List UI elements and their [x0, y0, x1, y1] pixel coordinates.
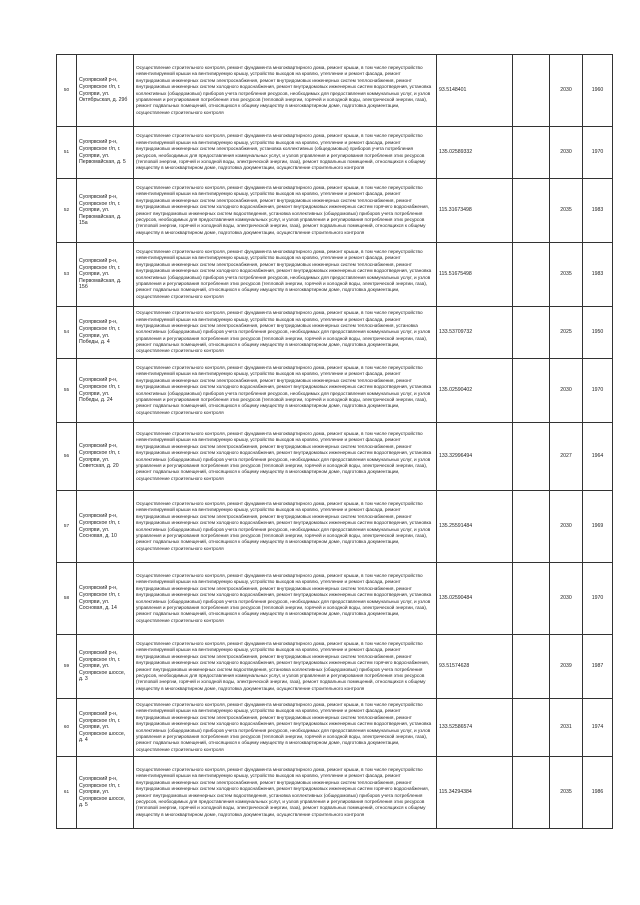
empty-cell — [513, 127, 550, 179]
planned-year-cell: 2030 — [550, 491, 583, 563]
cost-cell: 115.31673498 — [437, 179, 513, 243]
row-number: 54 — [57, 307, 77, 359]
build-year-cell: 1964 — [583, 423, 613, 491]
empty-cell — [513, 179, 550, 243]
cost-cell: 135.02590484 — [437, 563, 513, 635]
build-year-cell: 1969 — [583, 491, 613, 563]
row-number: 61 — [57, 757, 77, 829]
address-cell: Суоярвский р-н, Суоярвское г/п, г. Суоярви, ул. Победы, д. 24 — [77, 359, 134, 423]
cost-cell: 135.25591484 — [437, 491, 513, 563]
planned-year-cell: 2030 — [550, 359, 583, 423]
table-row — [57, 491, 613, 563]
works-cell: Осуществление строительного контроля, ремонт фундамента многоквартирного дома, ремонт крыши, в том числе переустройство невентилируемой крыши на вентилируемую крышу, устройство выходов на кровлю, утепление и ремонт фасада, ремонт внутридомовых инженерных систем электроснабжения, ремонт внутридомовых инженерных систем теплоснабжения, ремонт внутридомовых инженерных систем холодного водоснабжения, ремонт внутридомовых инженерных систем горячего водоснабжения, ремонт внутридомовых инженерных систем водоотведения, установка коллективных (общедомовых) приборов учета потребления ресурсов, необходимых для предоставления коммунальных услуг, и узлов управления и регулирования потребления этих ресурсов (тепловой энергии, горячей и холодной воды, электрической энергии, газа), ремонт подвальных помещений, относящихся к общему имуществу в многоквартирном доме, подготовка документации, осуществление строительного контроля — [134, 757, 437, 829]
cost-cell: 133.53709732 — [437, 307, 513, 359]
build-year-cell: 1970 — [583, 127, 613, 179]
table-row — [57, 635, 613, 699]
empty-cell — [513, 359, 550, 423]
table-row — [57, 179, 613, 243]
works-cell: Осуществление строительного контроля, ремонт фундамента многоквартирного дома, ремонт крыши, в том числе переустройство невентилируемой крыши на вентилируемую крышу, устройство выходов на кровлю, утепление и ремонт фасада, ремонт внутридомовых инженерных систем электроснабжения, ремонт внутридомовых инженерных систем теплоснабжения, установка коллективных (общедомовых) приборов учета потребления ресурсов, необходимых для предоставления коммунальных услуг, и узлов управления и регулирования потребления этих ресурсов (тепловой энергии, горячей и холодной воды, электрической энергии, газа), ремонт подвальных помещений, относящихся к общему имуществу в многоквартирном доме, подготовка документации, осуществление строительного контроля — [134, 307, 437, 359]
address-cell: Суоярвский р-н, Суоярвское г/п, г. Суоярви, ул. Первомайская, д. 15а — [77, 179, 134, 243]
build-year-cell: 1970 — [583, 563, 613, 635]
planned-year-cell: 2030 — [550, 127, 583, 179]
planned-year-cell: 2030 — [550, 563, 583, 635]
works-cell: Осуществление строительного контроля, ремонт фундамента многоквартирного дома, ремонт крыши, в том числе переустройство невентилируемой крыши на вентилируемую крышу, устройство выходов на кровлю, утепление и ремонт фасада, ремонт внутридомовых инженерных систем электроснабжения, ремонт внутридомовых инженерных систем теплоснабжения, ремонт внутридомовых инженерных систем холодного водоснабжения, ремонт внутридомовых инженерных систем горячего водоснабжения, ремонт внутридомовых инженерных систем водоотведения, установка коллективных (общедомовых) приборов учета потребления ресурсов, необходимых для предоставления коммунальных услуг, и узлов управления и регулирования потребления этих ресурсов (тепловой энергии, горячей и холодной воды, электрической энергии, газа), ремонт подвальных помещений, относящихся к общему имуществу в многоквартирном доме, подготовка документации, осуществление строительного контроля — [134, 179, 437, 243]
planned-year-cell: 2035 — [550, 179, 583, 243]
planned-year-cell: 2035 — [550, 243, 583, 307]
empty-cell — [513, 699, 550, 757]
row-number: 56 — [57, 423, 77, 491]
build-year-cell: 1974 — [583, 699, 613, 757]
address-cell: Суоярвский р-н, Суоярвское г/п, г. Суоярви, ул. Первомайская, д. 5 — [77, 127, 134, 179]
empty-cell — [513, 757, 550, 829]
row-number: 59 — [57, 635, 77, 699]
works-cell: Осуществление строительного контроля, ремонт фундамента многоквартирного дома, ремонт крыши, в том числе переустройство невентилируемой крыши на вентилируемую крышу, устройство выходов на кровлю, утепление и ремонт фасада, ремонт внутридомовых инженерных систем электроснабжения, ремонт внутридомовых инженерных систем теплоснабжения, ремонт внутридомовых инженерных систем холодного водоснабжения, ремонт внутридомовых инженерных систем водоотведения, установка коллективных (общедомовых) приборов учета потребления ресурсов, необходимых для предоставления коммунальных услуг, и узлов управления и регулирования потребления этих ресурсов (тепловой энергии, горячей и холодной воды, электрической энергии, газа), ремонт подвальных помещений, относящихся к общему имуществу в многоквартирном доме, подготовка документации, осуществление строительного контроля — [134, 491, 437, 563]
works-cell: Осуществление строительного контроля, ремонт фундамента многоквартирного дома, ремонт крыши, в том числе переустройство невентилируемой крыши на вентилируемую крышу, устройство выходов на кровлю, утепление и ремонт фасада, ремонт внутридомовых инженерных систем электроснабжения, ремонт внутридомовых инженерных систем теплоснабжения, ремонт внутридомовых инженерных систем холодного водоснабжения, ремонт внутридомовых инженерных систем водоотведения, установка коллективных (общедомовых) приборов учета потребления ресурсов, необходимых для предоставления коммунальных услуг, и узлов управления и регулирования потребления этих ресурсов (тепловой энергии, горячей и холодной воды, электрической энергии, газа), ремонт подвальных помещений, относящихся к общему имуществу в многоквартирном доме, подготовка документации, осуществление строительного контроля — [134, 563, 437, 635]
empty-cell — [513, 423, 550, 491]
planned-year-cell: 2027 — [550, 423, 583, 491]
table-row — [57, 423, 613, 491]
address-cell: Суоярвский р-н, Суоярвское г/п, г. Суоярви, ул. Советская, д. 20 — [77, 423, 134, 491]
cost-cell: 115.51675498 — [437, 243, 513, 307]
address-cell: Суоярвский р-н, Суоярвское г/п, г. Суоярви, ул. Суоярвское шоссе, д. 4 — [77, 699, 134, 757]
row-number: 58 — [57, 563, 77, 635]
cost-cell: 93.5148401 — [437, 55, 513, 127]
works-cell: Осуществление строительного контроля, ремонт фундамента многоквартирного дома, ремонт крыши, в том числе переустройство невентилируемой крыши на вентилируемую крышу, устройство выходов на кровлю, утепление и ремонт фасада, ремонт внутридомовых инженерных систем электроснабжения, ремонт внутридомовых инженерных систем теплоснабжения, ремонт внутридомовых инженерных систем холодного водоснабжения, ремонт внутридомовых инженерных систем водоотведения, установка коллективных (общедомовых) приборов учета потребления ресурсов, необходимых для предоставления коммунальных услуг, и узлов управления и регулирования потребления этих ресурсов (тепловой энергии, горячей и холодной воды, электрической энергии, газа), ремонт подвальных помещений, относящихся к общему имуществу в многоквартирном доме, подготовка документации, осуществление строительного контроля — [134, 243, 437, 307]
empty-cell — [513, 243, 550, 307]
planned-year-cell: 2039 — [550, 635, 583, 699]
address-cell: Суоярвский р-н, Суоярвское г/п, г. Суоярви, ул. Первомайская, д. 15б — [77, 243, 134, 307]
address-cell: Суоярвский р-н, Суоярвское г/п, г. Суоярви, ул. Сосновая, д. 10 — [77, 491, 134, 563]
row-number: 55 — [57, 359, 77, 423]
empty-cell — [513, 491, 550, 563]
address-cell: Суоярвский р-н, Суоярвское г/п, г. Суоярви, ул. Сосновая, д. 14 — [77, 563, 134, 635]
works-cell: Осуществление строительного контроля, ремонт фундамента многоквартирного дома, ремонт крыши, в том числе переустройство невентилируемой крыши на вентилируемую крышу, устройство выходов на кровлю, утепление и ремонт фасада, ремонт внутридомовых инженерных систем электроснабжения, установка коллективных (общедомовых) приборов учета потребления ресурсов, необходимых для предоставления коммунальных услуг, и узлов управления и регулирования потребления этих ресурсов (тепловой энергии, горячей и холодной воды, электрической энергии, газа), ремонт подвальных помещений, относящихся к общему имуществу в многоквартирном доме, подготовка документации, осуществление строительного контроля — [134, 127, 437, 179]
row-number: 52 — [57, 179, 77, 243]
build-year-cell: 1983 — [583, 179, 613, 243]
row-number: 51 — [57, 127, 77, 179]
build-year-cell: 1986 — [583, 757, 613, 829]
planned-year-cell: 2035 — [550, 757, 583, 829]
works-cell: Осуществление строительного контроля, ремонт фундамента многоквартирного дома, ремонт крыши, в том числе переустройство невентилируемой крыши на вентилируемую крышу, устройство выходов на кровлю, утепление и ремонт фасада, ремонт внутридомовых инженерных систем электроснабжения, ремонт внутридомовых инженерных систем теплоснабжения, ремонт внутридомовых инженерных систем холодного водоснабжения, ремонт внутридомовых инженерных систем водоотведения, установка коллективных (общедомовых) приборов учета потребления ресурсов, необходимых для предоставления коммунальных услуг, и узлов управления и регулирования потребления этих ресурсов (тепловой энергии, горячей и холодной воды, электрической энергии, газа), ремонт подвальных помещений, относящихся к общему имуществу в многоквартирном доме, подготовка документации, осуществление строительного контроля — [134, 423, 437, 491]
empty-cell — [513, 635, 550, 699]
empty-cell — [513, 55, 550, 127]
table-row — [57, 307, 613, 359]
address-cell: Суоярвский р-н, Суоярвское г/п, г. Суоярви, ул. Октябрьская, д. 29б — [77, 55, 134, 127]
build-year-cell: 1983 — [583, 243, 613, 307]
works-cell: Осуществление строительного контроля, ремонт фундамента многоквартирного дома, ремонт крыши, в том числе переустройство невентилируемой крыши на вентилируемую крышу, устройство выходов на кровлю, утепление и ремонт фасада, ремонт внутридомовых инженерных систем электроснабжения, ремонт внутридомовых инженерных систем теплоснабжения, ремонт внутридомовых инженерных систем холодного водоснабжения, ремонт внутридомовых инженерных систем водоотведения, установка коллективных (общедомовых) приборов учета потребления ресурсов, необходимых для предоставления коммунальных услуг, и узлов управления и регулирования потребления этих ресурсов (тепловой энергии, горячей и холодной воды, электрической энергии, газа), ремонт подвальных помещений, относящихся к общему имуществу в многоквартирном доме, подготовка документации, осуществление строительного контроля — [134, 55, 437, 127]
empty-cell — [513, 307, 550, 359]
cost-cell: 135.02590402 — [437, 359, 513, 423]
repair-program-table — [56, 54, 613, 829]
address-cell: Суоярвский р-н, Суоярвское г/п, г. Суоярви, ул. Суоярвское шоссе, д. 5 — [77, 757, 134, 829]
works-cell: Осуществление строительного контроля, ремонт фундамента многоквартирного дома, ремонт крыши, в том числе переустройство невентилируемой крыши на вентилируемую крышу, устройство выходов на кровлю, утепление и ремонт фасада, ремонт внутридомовых инженерных систем электроснабжения, ремонт внутридомовых инженерных систем теплоснабжения, ремонт внутридомовых инженерных систем холодного водоснабжения, ремонт внутридомовых инженерных систем водоотведения, установка коллективных (общедомовых) приборов учета потребления ресурсов, необходимых для предоставления коммунальных услуг, и узлов управления и регулирования потребления этих ресурсов (тепловой энергии, горячей и холодной воды, электрической энергии, газа), ремонт подвальных помещений, относящихся к общему имуществу в многоквартирном доме, подготовка документации, осуществление строительного контроля — [134, 699, 437, 757]
works-cell: Осуществление строительного контроля, ремонт фундамента многоквартирного дома, ремонт крыши, в том числе переустройство невентилируемой крыши на вентилируемую крышу, устройство выходов на кровлю, утепление и ремонт фасада, ремонт внутридомовых инженерных систем электроснабжения, ремонт внутридомовых инженерных систем теплоснабжения, ремонт внутридомовых инженерных систем холодного водоснабжения, ремонт внутридомовых инженерных систем водоотведения, установка коллективных (общедомовых) приборов учета потребления ресурсов, необходимых для предоставления коммунальных услуг, и узлов управления и регулирования потребления этих ресурсов (тепловой энергии, горячей и холодной воды, электрической энергии, газа), ремонт подвальных помещений, относящихся к общему имуществу в многоквартирном доме, подготовка документации, осуществление строительного контроля — [134, 359, 437, 423]
build-year-cell: 1960 — [583, 55, 613, 127]
address-cell: Суоярвский р-н, Суоярвское г/п, г. Суоярви, ул. Суоярвское шоссе, д. 3 — [77, 635, 134, 699]
table-row — [57, 243, 613, 307]
table-row — [57, 127, 613, 179]
table-body — [57, 55, 613, 829]
row-number: 57 — [57, 491, 77, 563]
table-row — [57, 699, 613, 757]
cost-cell: 133.52586574 — [437, 699, 513, 757]
row-number: 60 — [57, 699, 77, 757]
planned-year-cell: 2030 — [550, 55, 583, 127]
row-number: 53 — [57, 243, 77, 307]
build-year-cell: 1987 — [583, 635, 613, 699]
table-row — [57, 55, 613, 127]
planned-year-cell: 2025 — [550, 307, 583, 359]
planned-year-cell: 2031 — [550, 699, 583, 757]
cost-cell: 93.51574628 — [437, 635, 513, 699]
build-year-cell: 1950 — [583, 307, 613, 359]
empty-cell — [513, 563, 550, 635]
cost-cell: 133.32996494 — [437, 423, 513, 491]
cost-cell: 135.02589332 — [437, 127, 513, 179]
cost-cell: 115.34294384 — [437, 757, 513, 829]
table-row — [57, 563, 613, 635]
row-number: 50 — [57, 55, 77, 127]
table-row — [57, 359, 613, 423]
works-cell: Осуществление строительного контроля, ремонт фундамента многоквартирного дома, ремонт крыши, в том числе переустройство невентилируемой крыши на вентилируемую крышу, устройство выходов на кровлю, утепление и ремонт фасада, ремонт внутридомовых инженерных систем электроснабжения, ремонт внутридомовых инженерных систем теплоснабжения, ремонт внутридомовых инженерных систем холодного водоснабжения, ремонт внутридомовых инженерных систем горячего водоснабжения, ремонт внутридомовых инженерных систем водоотведения, установка коллективных (общедомовых) приборов учета потребления ресурсов, необходимых для предоставления коммунальных услуг, и узлов управления и регулирования потребления этих ресурсов (тепловой энергии, горячей и холодной воды, электрической энергии, газа), ремонт подвальных помещений, относящихся к общему имуществу в многоквартирном доме, подготовка документации, осуществление строительного контроля — [134, 635, 437, 699]
table-row — [57, 757, 613, 829]
address-cell: Суоярвский р-н, Суоярвское г/п, г. Суоярви, ул. Победы, д. 4 — [77, 307, 134, 359]
build-year-cell: 1970 — [583, 359, 613, 423]
